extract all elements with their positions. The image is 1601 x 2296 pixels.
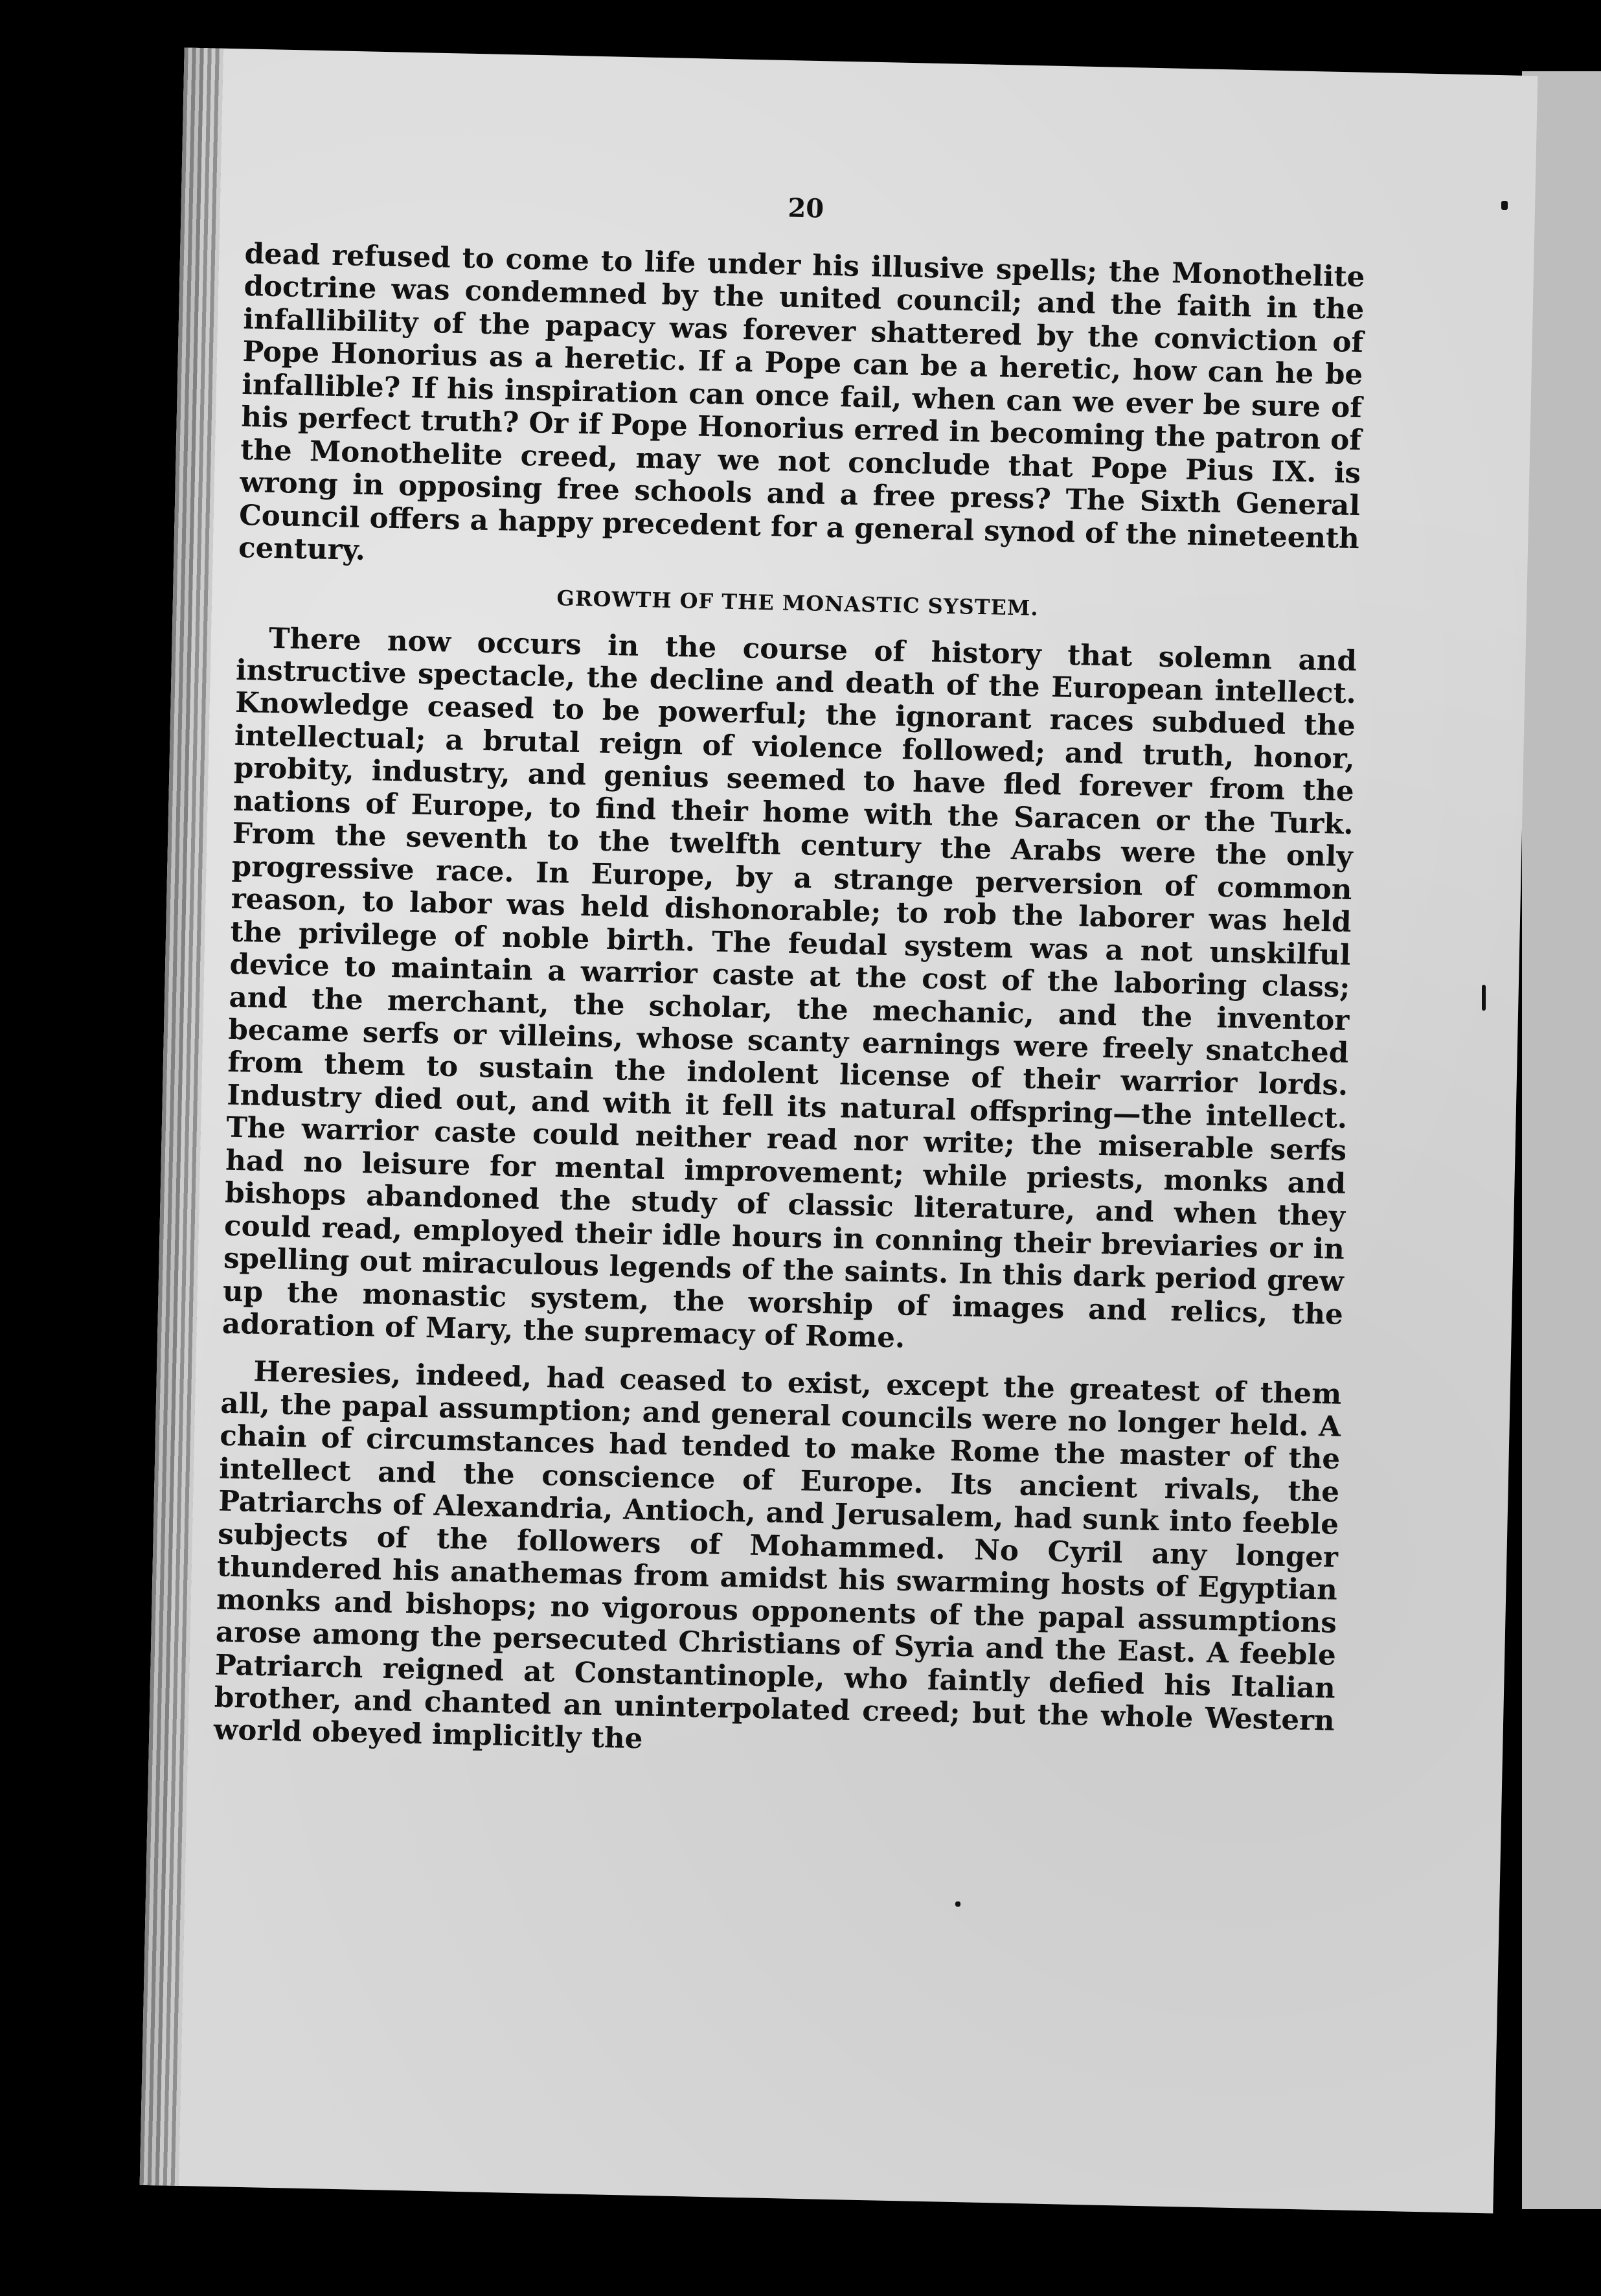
speck-mark	[955, 1901, 960, 1907]
section-heading: GROWTH OF THE MONASTIC SYSTEM.	[556, 585, 1039, 621]
margin-mark	[1501, 201, 1508, 210]
paragraph-heresies: Heresies, indeed, had ceased to exist, except the greatest of them all, the papal assumption; and general councils were no longer held. A chain of circumstances had tended to make Rome the master of the intellect and the conscience of Europe. Its ancient rivals, the Patriarchs of Alexandria, Antioch, and Jerusalem, had sunk into feeble subjects of the followers of Mohammed. No Cyril any longer thundered his anathemas from amidst his swarming hosts of Egyptian monks and bishops; no vigorous opponents of the papal assumptions arose among the persecuted Christians of Syria and the East. A feeble Patriarch reigned at Constantinople, who faintly defied his Italian brother, and chanted an uninterpolated creed; but the whole Western world obeyed implicitly the	[213, 1355, 1342, 1756]
margin-mark	[1482, 985, 1486, 1011]
page-number: 20	[787, 192, 824, 224]
paragraph-continued: dead refused to come to life under his illusive spells; the Monothelite doctrine was condemned by the united council; and the faith in the infallibility of the papacy was forever shattered by the conviction of Pope Honorius as a heretic. If a Pope can be a heretic, how can he be infallible? If his inspiration can once fail, when can we ever be sure of his perfect truth? Or if Pope Honorius erred in becoming the patron of the Monothelite creed, may we not conclude that Pope Pius IX. is wrong in opposing free schools and a free press? The Sixth General Council offers a happy precedent for a general synod of the nineteenth century.	[238, 236, 1365, 568]
paragraph-decline: There now occurs in the course of history that solemn and instructive spectacle, the decline and death of the European intellect. Knowledge ceased to be powerful; the ignorant races subdued the intellectual; a brutal reign of violence followed; and truth, honor, probity, industry, and genius seemed to have fled forever from the nations of Europe, to find their home with the Saracen or the Turk. From the seventh to the twelfth century the Arabs were the only progressive race. In Europe, by a strange perversion of common reason, to labor was held dishonorable; to rob the laborer was held the privilege of noble birth. The feudal system was a not unskilful device to maintain a warrior caste at the cost of the laboring class; and the merchant, the scholar, the mechanic, and the inventor became serfs or villeins, whose scanty earnings were freely snatched from them to sustain the indolent license of their warrior lords. Industry died out, and with it fell its natural offspring—the intellect. The warrior caste could neither read nor write; the miserable serfs had no leisure for mental improvement; while priests, monks and bishops abandoned the study of classic literature, and when they could read, employed their idle hours in conning their breviaries or in spelling out miraculous legends of the saints. In this dark period grew up the monastic system, the worship of images and relics, the adoration of Mary, the supremacy of Rome.	[221, 621, 1357, 1355]
page-content	[213, 181, 1367, 1785]
facing-page-edge	[1522, 71, 1601, 2209]
